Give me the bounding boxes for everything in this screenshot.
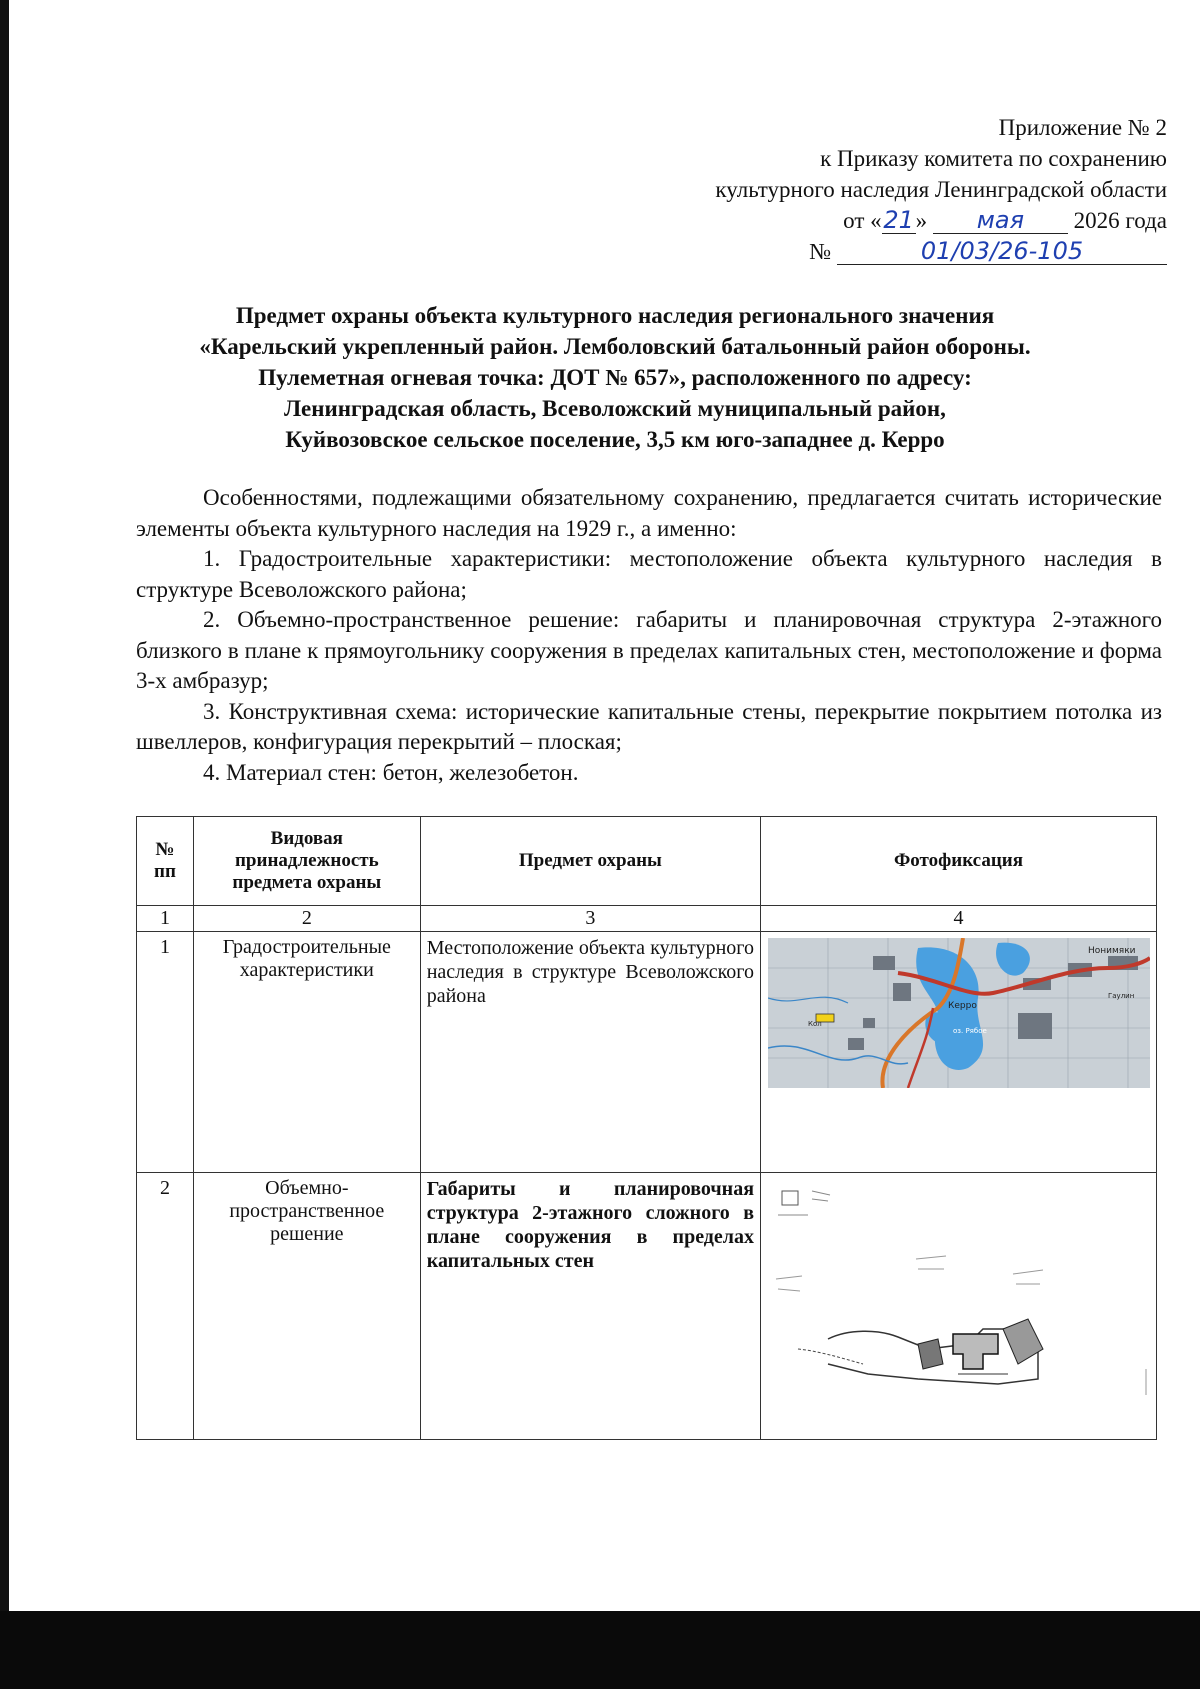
appendix-label: Приложение № 2 <box>998 115 1167 140</box>
header-type: Видовая принадлежность предмета охраны <box>193 817 420 906</box>
table-numbering-row: 1 2 3 4 <box>137 906 1157 932</box>
header-subject: Предмет охраны <box>420 817 760 906</box>
map-label: Нонимяки <box>1087 946 1135 956</box>
document-title: Предмет охраны объекта культурного наследия регионального значения «Карельский укрепленный район. Лемболовский батальонный район обороны. Пулеметная огневая точка: ДОТ № 657», расположенного по адресу: Ленинградская область, Всеволожский муниципальный район, Куйвозовское сельское поселение, 3,5 км юго-западнее д. Керро <box>199 303 1031 452</box>
row-photo <box>761 1173 1157 1440</box>
map-label: Керро <box>947 1001 977 1011</box>
table-header-row <box>137 817 1157 906</box>
date-month: мая <box>933 207 1068 234</box>
scan-bottom-band <box>0 1611 1200 1689</box>
intro-paragraph: Особенностями, подлежащими обязательному сохранению, предлагается считать исторические элементы объекта культурного наследия на 1929 г., а именно: <box>136 485 1162 541</box>
row-type: Объемно-пространственное решение <box>193 1173 420 1440</box>
row-number: 2 <box>137 1173 194 1440</box>
order-number-value: 01/03/26-105 <box>837 238 1167 265</box>
map-label: Кол <box>807 1020 822 1028</box>
appendix-header <box>715 112 1167 267</box>
header-number: № пп <box>137 817 194 906</box>
date-day: 21 <box>883 206 914 234</box>
table-row <box>137 1173 1157 1440</box>
committee-name: культурного наследия Ленинградской области <box>715 177 1167 202</box>
list-item: 1. Градостроительные характеристики: местоположение объекта культурного наследия в структуре Всеволожского района; <box>136 546 1162 602</box>
list-item: 3. Конструктивная схема: исторические капитальные стены, перекрытие покрытием потолка из швеллеров, конфигурация перекрытий – плоская; <box>136 698 1162 754</box>
row-subject: Местоположение объекта культурного наследия в структуре Всеволожского района <box>420 932 760 1173</box>
map-label: оз. Рябое <box>952 1027 987 1035</box>
order-number: № 01/03/26-105 <box>715 236 1167 267</box>
row-number: 1 <box>137 932 194 1173</box>
header-photo: Фотофиксация <box>761 817 1157 906</box>
floor-plan-sketch <box>768 1179 1150 1399</box>
order-reference: к Приказу комитета по сохранению <box>820 146 1167 171</box>
list-item: 2. Объемно-пространственное решение: габариты и планировочная структура 2-этажного близкого в плане к прямоугольнику сооружения в пределах капитальных стен, местоположение и форма 3-х амбразур; <box>136 607 1162 693</box>
location-map-image <box>768 938 1150 1088</box>
map-label: Гаулин <box>1107 992 1134 1000</box>
date-year: 2026 года <box>1073 208 1167 233</box>
document-body <box>136 483 1162 788</box>
order-date: от «21» мая 2026 года <box>843 206 1167 234</box>
list-item: 4. Материал стен: бетон, железобетон. <box>203 759 579 785</box>
table-row <box>137 932 1157 1173</box>
row-type: Градостроительные характеристики <box>193 932 420 1173</box>
scan-left-edge <box>0 0 9 1689</box>
protection-table <box>136 816 1157 1440</box>
row-subject: Габариты и планировочная структура 2-этажного сложного в плане сооружения в пределах капитальных стен <box>420 1173 760 1440</box>
row-photo <box>761 932 1157 1173</box>
floor-plan-sketch-image <box>768 1179 1150 1399</box>
location-map <box>768 938 1150 1088</box>
